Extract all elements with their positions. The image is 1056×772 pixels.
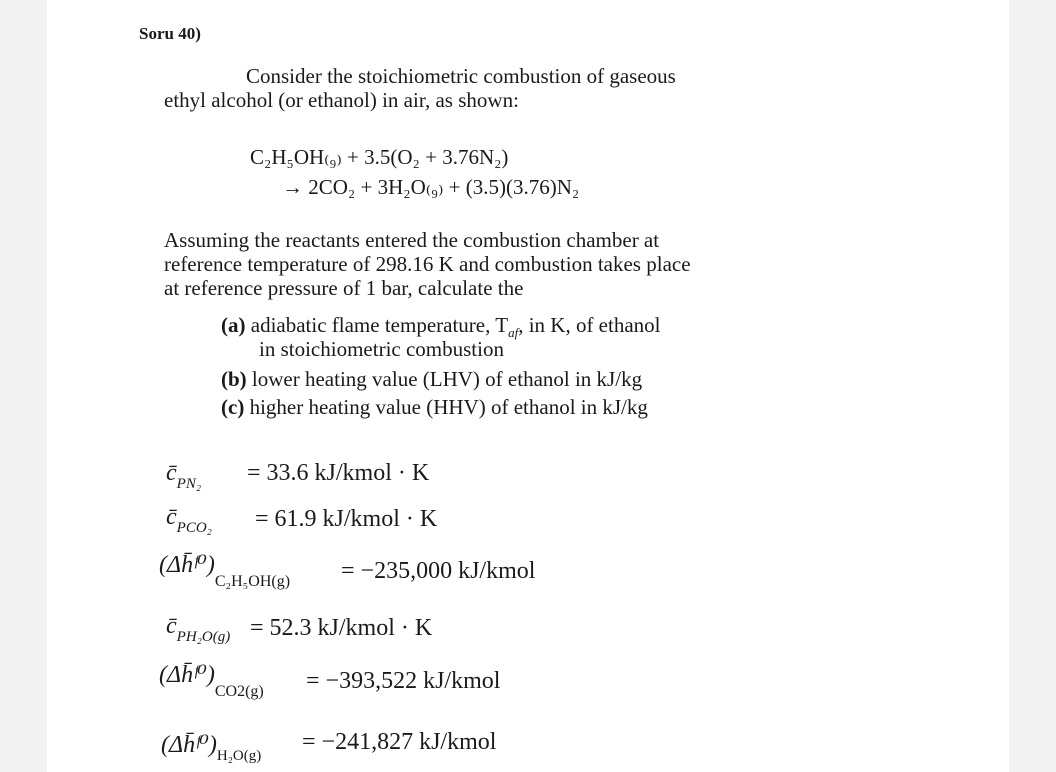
reaction-line-1: C₂H₅OH₍₉₎ + 3.5(O₂ + 3.76N₂) xyxy=(250,145,509,169)
task-b xyxy=(221,367,642,391)
intro-line-1: Consider the stoichiometric combustion of gaseous xyxy=(246,64,676,88)
assumption-line-3: at reference pressure of 1 bar, calculate the xyxy=(164,276,524,300)
reaction-line-2: → 2CO₂ + 3H₂O₍₉₎ + (3.5)(3.76)N₂ xyxy=(282,175,580,199)
property-cp-n2 xyxy=(166,460,201,493)
task-c-text: higher heating value (HHV) of ethanol in kJ/kg xyxy=(249,395,648,419)
property-hf-h2o-symbol: (Δh̄ᶠ⁰) xyxy=(161,732,217,758)
task-b-marker: (b) xyxy=(221,367,247,391)
property-hf-ethanol xyxy=(159,550,290,591)
task-a-text-after: , in K, of ethanol xyxy=(518,313,661,337)
property-cp-h2o-subscript: PH₂O(g) xyxy=(176,629,231,645)
task-a-continuation: in stoichiometric combustion xyxy=(259,337,504,361)
property-hf-h2o-value: = −241,827 kJ/kmol xyxy=(302,729,497,755)
property-cp-n2-subscript: PN₂ xyxy=(176,476,202,492)
property-cp-h2o-value: = 52.3 kJ/kmol · K xyxy=(250,615,433,641)
document-page xyxy=(47,0,1009,772)
task-c-marker: (c) xyxy=(221,395,245,419)
property-hf-ethanol-subscript: C₂H₅OH(g) xyxy=(214,573,291,590)
property-cp-h2o xyxy=(166,613,230,646)
property-cp-co2-symbol: c̄ xyxy=(166,504,177,530)
assumption-line-2: reference temperature of 298.16 K and combustion takes place xyxy=(164,252,691,276)
intro-line-2: ethyl alcohol (or ethanol) in air, as shown: xyxy=(164,88,519,112)
property-hf-ethanol-value: = −235,000 kJ/kmol xyxy=(341,558,536,584)
task-b-text: lower heating value (LHV) of ethanol in kJ/kg xyxy=(251,367,643,391)
task-c xyxy=(221,395,648,419)
task-a-text: adiabatic flame temperature, T xyxy=(250,313,509,337)
assumption-line-1: Assuming the reactants entered the combustion chamber at xyxy=(164,228,660,252)
property-hf-co2-value: = −393,522 kJ/kmol xyxy=(306,668,501,694)
question-label: Soru 40) xyxy=(139,24,201,43)
property-cp-co2-value: = 61.9 kJ/kmol · K xyxy=(255,506,438,532)
property-cp-n2-symbol: c̄ xyxy=(166,460,177,486)
property-cp-n2-value: = 33.6 kJ/kmol · K xyxy=(247,460,430,486)
property-cp-co2 xyxy=(166,504,212,537)
property-hf-ethanol-symbol: (Δh̄ᶠ⁰) xyxy=(159,552,215,578)
property-hf-h2o-subscript: H₂O(g) xyxy=(216,748,262,764)
property-hf-co2-subscript: CO2(g) xyxy=(214,683,264,700)
property-hf-co2-symbol: (Δh̄ᶠ⁰) xyxy=(159,662,215,688)
property-cp-co2-subscript: PCO₂ xyxy=(176,520,212,536)
property-cp-h2o-symbol: c̄ xyxy=(166,613,177,639)
task-a-symbol-sub: af xyxy=(508,325,519,340)
property-hf-co2 xyxy=(159,660,264,701)
task-a-marker: (a) xyxy=(221,313,246,337)
property-hf-h2o xyxy=(161,730,261,765)
